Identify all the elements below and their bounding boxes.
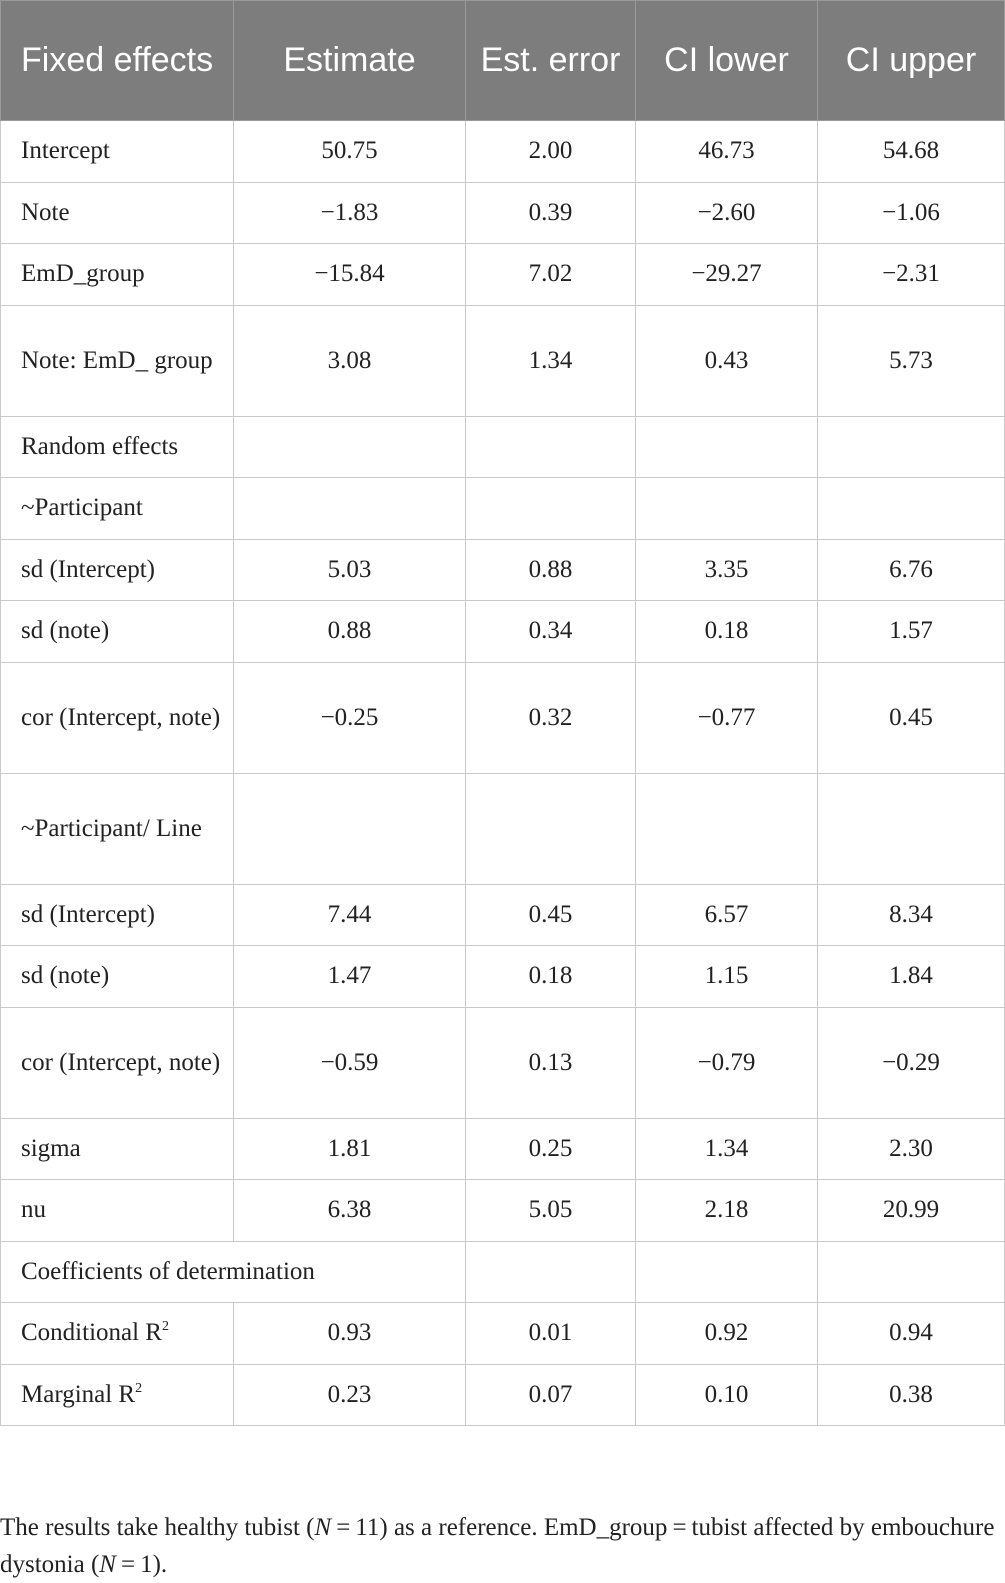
row-label: sd (note): [21, 962, 110, 990]
value-cell: 2.00: [466, 121, 636, 183]
value-cell: [636, 478, 818, 540]
row-label-cell: [1, 1241, 466, 1303]
row-label: nu: [21, 1196, 46, 1224]
row-label-cell: [1, 1007, 234, 1118]
table-row: [1, 1241, 1005, 1303]
value-cell: −29.27: [636, 244, 818, 306]
value-cell: 46.73: [636, 121, 818, 183]
table-row: [1, 884, 1005, 946]
value-cell: 0.45: [818, 662, 1005, 773]
value-cell: 0.07: [466, 1364, 636, 1426]
value-cell: 1.15: [636, 946, 818, 1008]
value-cell: 0.39: [466, 182, 636, 244]
value-cell: −1.06: [818, 182, 1005, 244]
table-row: [1, 244, 1005, 306]
value-cell: [466, 773, 636, 884]
header-estimate: Estimate: [234, 1, 466, 121]
value-cell: 1.84: [818, 946, 1005, 1008]
row-label-cell: [1, 121, 234, 183]
footnote-text-1: The results take healthy tubist (: [0, 1514, 315, 1541]
value-cell: 0.34: [466, 601, 636, 663]
value-cell: [234, 416, 466, 478]
value-cell: 0.23: [234, 1364, 466, 1426]
value-cell: 0.10: [636, 1364, 818, 1426]
value-cell: 0.45: [466, 884, 636, 946]
value-cell: 8.34: [818, 884, 1005, 946]
row-label-cell: [1, 1303, 234, 1365]
value-cell: [636, 416, 818, 478]
row-label-cell: [1, 662, 234, 773]
value-cell: 2.30: [818, 1118, 1005, 1180]
footnote-n-variable: N: [314, 1514, 332, 1541]
value-cell: [636, 1241, 818, 1303]
table-row: [1, 1118, 1005, 1180]
row-label: Note: EmD_ group: [21, 346, 213, 374]
row-label-cell: [1, 773, 234, 884]
row-label: EmD_group: [21, 260, 145, 288]
footnote-text-2: = 11) as a reference. EmD_group = tubist affected by embouchure dystonia (: [0, 1514, 995, 1578]
value-cell: 0.25: [466, 1118, 636, 1180]
value-cell: −2.31: [818, 244, 1005, 306]
value-cell: 1.34: [636, 1118, 818, 1180]
value-cell: [818, 416, 1005, 478]
value-cell: −0.79: [636, 1007, 818, 1118]
header-ci-upper: CI upper: [818, 1, 1005, 121]
value-cell: 1.81: [234, 1118, 466, 1180]
value-cell: 1.47: [234, 946, 466, 1008]
value-cell: 5.03: [234, 539, 466, 601]
value-cell: 20.99: [818, 1180, 1005, 1242]
value-cell: 1.57: [818, 601, 1005, 663]
value-cell: 0.92: [636, 1303, 818, 1365]
value-cell: 0.38: [818, 1364, 1005, 1426]
value-cell: [636, 773, 818, 884]
value-cell: 50.75: [234, 121, 466, 183]
value-cell: 3.35: [636, 539, 818, 601]
value-cell: 7.44: [234, 884, 466, 946]
table-row: [1, 121, 1005, 183]
row-label-cell: [1, 416, 234, 478]
value-cell: 0.01: [466, 1303, 636, 1365]
table-footnote: [0, 1509, 1000, 1583]
superscript: 2: [135, 1380, 143, 1396]
row-label-cell: [1, 539, 234, 601]
value-cell: −15.84: [234, 244, 466, 306]
row-label-cell: [1, 244, 234, 306]
table-row: [1, 478, 1005, 540]
value-cell: 0.88: [234, 601, 466, 663]
header-est-error: Est. error: [466, 1, 636, 121]
value-cell: [234, 478, 466, 540]
value-cell: −2.60: [636, 182, 818, 244]
row-label: Intercept: [21, 137, 110, 165]
value-cell: 0.18: [636, 601, 818, 663]
row-label-cell: [1, 1118, 234, 1180]
superscript: 2: [161, 1319, 169, 1335]
value-cell: 0.43: [636, 305, 818, 416]
value-cell: 54.68: [818, 121, 1005, 183]
value-cell: 3.08: [234, 305, 466, 416]
table-row: [1, 662, 1005, 773]
footnote-n-variable: N: [99, 1551, 116, 1578]
row-label-cell: [1, 182, 234, 244]
row-label: Note: [21, 198, 70, 226]
row-label: sd (Intercept): [21, 555, 155, 583]
row-label-cell: [1, 305, 234, 416]
row-label: Coefficients of determination: [21, 1257, 315, 1285]
table-row: [1, 773, 1005, 884]
table-row: [1, 1007, 1005, 1118]
value-cell: 0.18: [466, 946, 636, 1008]
value-cell: 6.38: [234, 1180, 466, 1242]
table-row: [1, 946, 1005, 1008]
table-row: [1, 182, 1005, 244]
value-cell: 0.93: [234, 1303, 466, 1365]
value-cell: 5.73: [818, 305, 1005, 416]
row-label: Random effects: [21, 432, 179, 460]
value-cell: 0.88: [466, 539, 636, 601]
value-cell: −0.59: [234, 1007, 466, 1118]
table-body: [1, 121, 1005, 1426]
value-cell: [466, 416, 636, 478]
table-row: [1, 1303, 1005, 1365]
footnote-text-3: = 1).: [115, 1551, 168, 1578]
row-label: sd (note): [21, 617, 110, 645]
row-label: sd (Intercept): [21, 900, 155, 928]
value-cell: 0.94: [818, 1303, 1005, 1365]
row-label-cell: [1, 884, 234, 946]
value-cell: −1.83: [234, 182, 466, 244]
value-cell: −0.77: [636, 662, 818, 773]
value-cell: −0.25: [234, 662, 466, 773]
row-label-cell: [1, 478, 234, 540]
value-cell: [234, 773, 466, 884]
value-cell: 6.57: [636, 884, 818, 946]
value-cell: [818, 773, 1005, 884]
row-label: Conditional R: [21, 1319, 162, 1347]
table-row: [1, 416, 1005, 478]
value-cell: 6.76: [818, 539, 1005, 601]
row-label-cell: [1, 601, 234, 663]
header-fixed-effects: Fixed effects: [1, 1, 234, 121]
row-label-cell: [1, 1180, 234, 1242]
row-label: Marginal R: [21, 1380, 136, 1408]
value-cell: [466, 478, 636, 540]
value-cell: [818, 1241, 1005, 1303]
value-cell: 0.32: [466, 662, 636, 773]
row-label: ~Participant: [21, 494, 143, 522]
row-label-cell: [1, 1364, 234, 1426]
table-row: [1, 1364, 1005, 1426]
value-cell: 0.13: [466, 1007, 636, 1118]
table-row: [1, 1180, 1005, 1242]
value-cell: 1.34: [466, 305, 636, 416]
table-row: [1, 305, 1005, 416]
row-label: cor (Intercept, note): [21, 703, 221, 731]
value-cell: 7.02: [466, 244, 636, 306]
value-cell: [818, 478, 1005, 540]
value-cell: 2.18: [636, 1180, 818, 1242]
value-cell: 5.05: [466, 1180, 636, 1242]
row-label: sigma: [21, 1134, 81, 1162]
row-label: ~Participant/ Line: [21, 814, 202, 842]
value-cell: [466, 1241, 636, 1303]
table-row: [1, 539, 1005, 601]
header-ci-lower: CI lower: [636, 1, 818, 121]
value-cell: −0.29: [818, 1007, 1005, 1118]
row-label-cell: [1, 946, 234, 1008]
row-label: cor (Intercept, note): [21, 1048, 221, 1076]
table-row: [1, 601, 1005, 663]
table-header-row: [1, 1, 1005, 121]
